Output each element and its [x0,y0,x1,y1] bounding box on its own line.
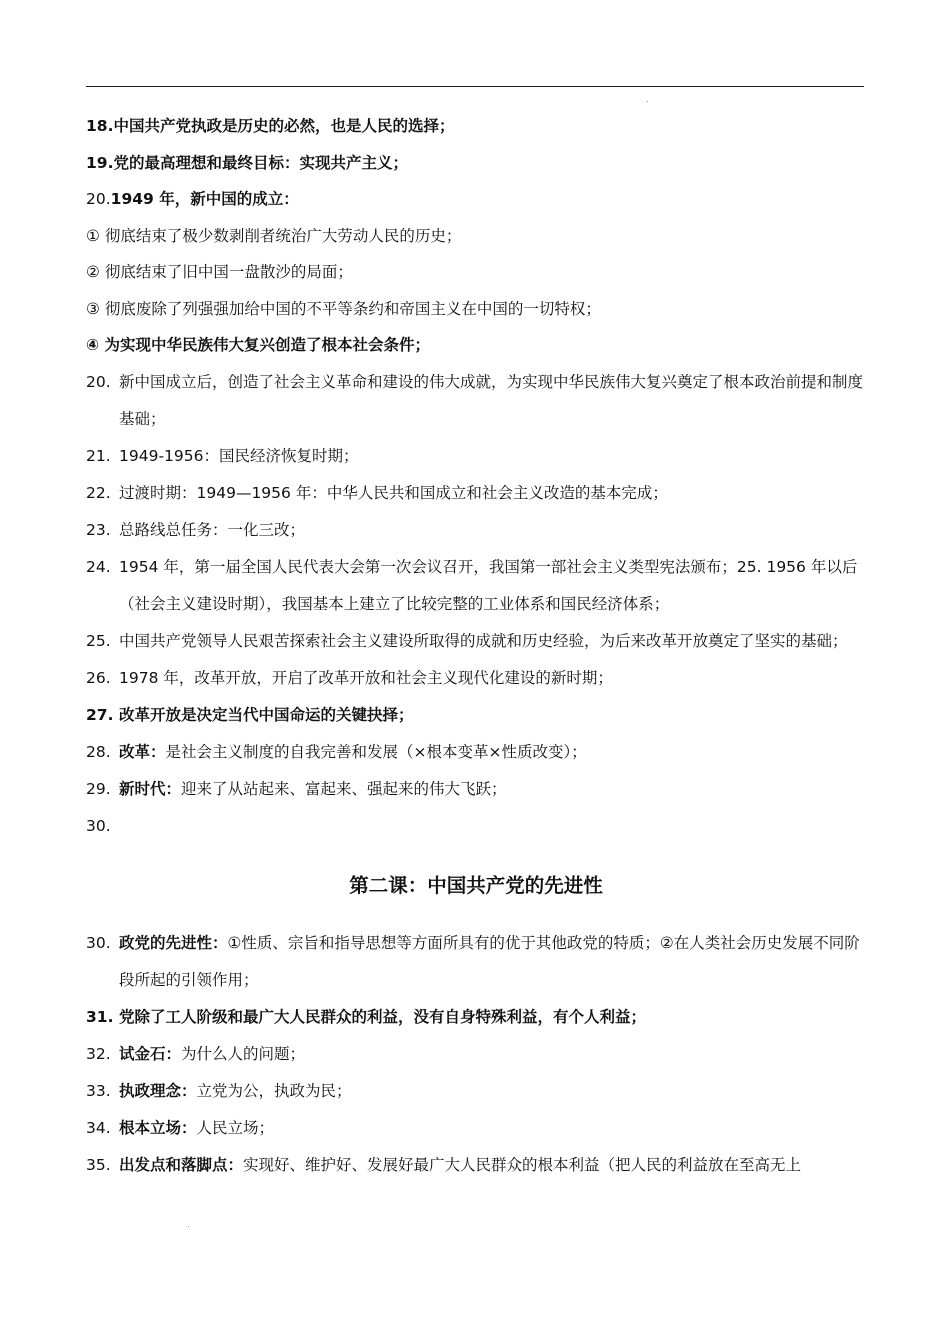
list-item [86,364,866,438]
line-20-heading: 20.1949 年，新中国的成立： [86,190,299,208]
item-body: 新中国成立后，创造了社会主义革命和建设的伟大成就，为实现中华民族伟大复兴奠定了根本政治前提和制度基础； [119,372,864,428]
item-body: 1949-1956：国民经济恢复时期； [119,446,359,465]
list-item [86,660,866,697]
item-number: 29. [86,779,111,798]
list-item [86,771,866,808]
item-number: 30. [86,816,111,835]
item-text [119,1073,866,1110]
list-item [86,734,866,771]
list-item [86,1073,866,1110]
item-body: 1954 年，第一届全国人民代表大会第一次会议召开，我国第一部社会主义类型宪法颁布；25. 1956 年以后（社会主义建设时期），我国基本上建立了比较完整的工业体系和国民经济体系； [119,557,858,613]
list-item [86,549,866,623]
item-body: 中国共产党领导人民艰苦探索社会主义建设所取得的成就和历史经验，为后来改革开放奠定了坚实的基础； [119,631,848,650]
item-text [119,364,866,438]
numbered-list-1 [86,364,866,845]
scan-speck [188,1226,189,1227]
line-18: 18.中国共产党执政是历史的必然，也是人民的选择； [86,117,455,135]
item-number: 23. [86,520,111,539]
item-number: 30. [86,933,111,952]
item-number: 32. [86,1044,111,1063]
list-item [86,1110,866,1147]
item-number: 21. [86,446,111,465]
item-label: 出发点和落脚点： [119,1155,244,1174]
item-body: 迎来了从站起来、富起来、强起来的伟大飞跃； [181,779,507,798]
item-number: 22. [86,483,111,502]
item-number: 33. [86,1081,111,1100]
item-number: 25. [86,631,111,650]
item-text [119,660,866,697]
item-text [119,925,866,999]
list-item [86,512,866,549]
item-label: 执政理念： [119,1081,197,1100]
item-number: 20. [86,372,111,391]
item-text [119,1110,866,1147]
item-label: 试金石： [119,1044,182,1063]
item-text [119,808,866,845]
item-body: 1978 年，改革开放，开启了改革开放和社会主义现代化建设的新时期； [119,668,613,687]
list-item [86,808,866,845]
item-number: 24. [86,557,111,576]
numbered-list-2 [86,925,866,1184]
item-text [119,1036,866,1073]
item-number: 26. [86,668,111,687]
item-text [119,512,866,549]
header-rule [86,86,864,87]
item-body: 人民立场； [196,1118,275,1137]
list-item [86,999,866,1036]
list-item [86,623,866,660]
item-body: 立党为公，执政为民； [196,1081,352,1100]
item-text [119,623,866,660]
item-body: 总路线总任务：一化三改； [119,520,306,539]
list-item [86,1147,866,1184]
item-text [119,475,866,512]
item-text [119,734,866,771]
list-item [86,925,866,999]
item-text [119,999,866,1036]
list-item [86,697,866,734]
item-label: 根本立场： [119,1118,197,1137]
item-label: 政党的先进性： [119,933,228,952]
section-heading: 第二课：中国共产党的先进性 [349,873,603,897]
item-text [119,697,866,734]
line-circle-4: ④ 为实现中华民族伟大复兴创造了根本社会条件； [86,336,431,354]
item-body: 过渡时期：1949—1956 年：中华人民共和国成立和社会主义改造的基本完成； [119,483,668,502]
item-body: 是社会主义制度的自我完善和发展（×根本变革×性质改变）； [165,742,587,761]
item-label: 新时代： [119,779,182,798]
list-item [86,1036,866,1073]
list-item [86,475,866,512]
line-circle-2: ② 彻底结束了旧中国一盘散沙的局面； [86,263,353,281]
document-body [86,108,866,1184]
item-number: 28. [86,742,111,761]
item-body: 为什么人的问题； [181,1044,306,1063]
item-text [119,549,866,623]
item-body: 实现好、维护好、发展好最广大人民群众的根本利益（把人民的利益放在至高无上 [243,1155,802,1174]
item-text [119,438,866,475]
line-circle-3: ③ 彻底废除了列强强加给中国的不平等条约和帝国主义在中国的一切特权； [86,299,601,318]
item-text [119,1147,866,1184]
item-number: 27. [86,705,114,724]
line-19: 19.党的最高理想和最终目标：实现共产主义； [86,153,408,172]
list-item [86,438,866,475]
item-label: 党除了工人阶级和最广大人民群众的利益，没有自身特殊利益，有个人利益； [119,1007,647,1026]
item-number: 35. [86,1155,111,1174]
scan-speck [647,101,648,102]
item-number: 34. [86,1118,111,1137]
item-number: 31. [86,1007,114,1026]
item-label: 改革开放是决定当代中国命运的关键抉择； [119,705,414,724]
line-circle-1: ① 彻底结束了极少数剥削者统治广大劳动人民的历史； [86,226,462,245]
item-label: 改革： [119,742,166,761]
item-body: ①性质、宗旨和指导思想等方面所具有的优于其他政党的特质；②在人类社会历史发展不同阶段所起的引领作用； [119,933,860,989]
item-text [119,771,866,808]
